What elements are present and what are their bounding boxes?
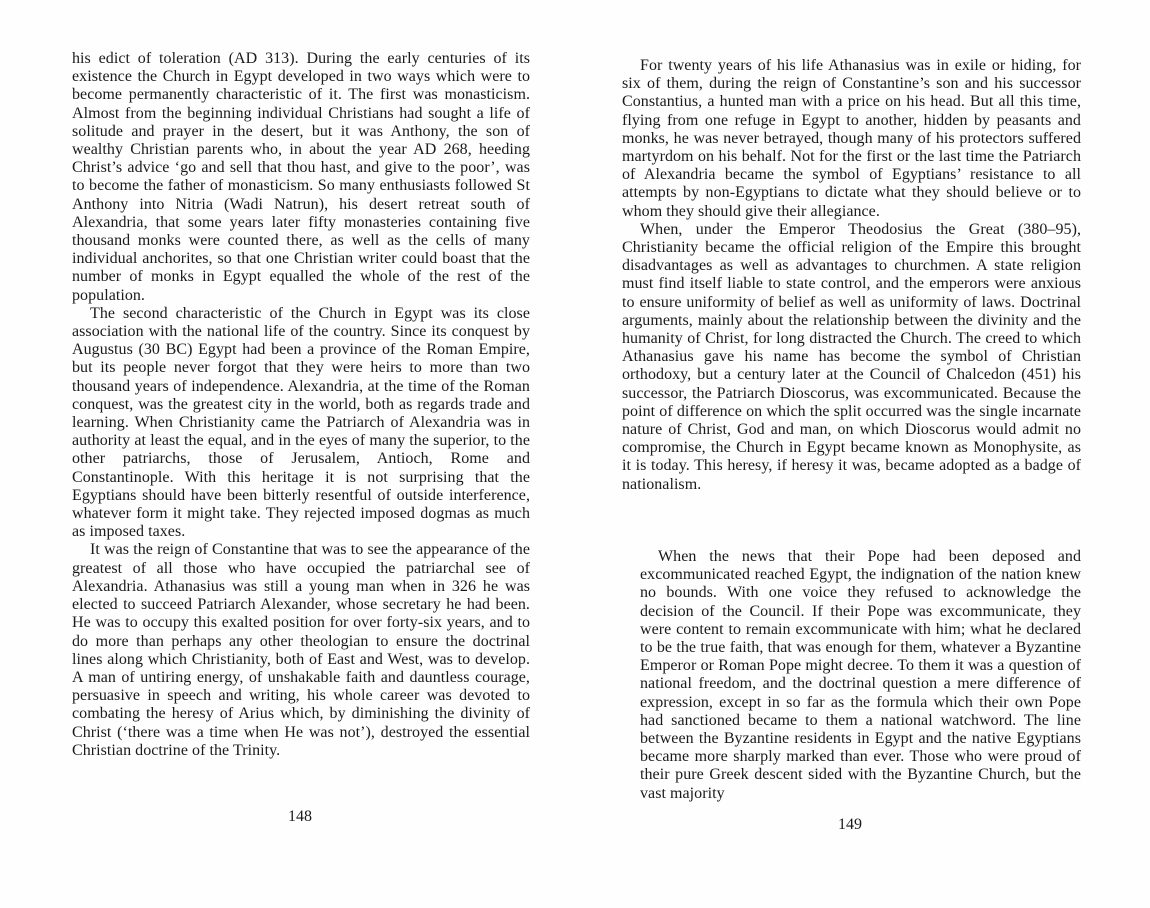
right-page-text [622, 57, 1081, 494]
paragraph: It was the reign of Constantine that was to see the appearance of the greatest of all those who have occupied the patriarchal see of Alexandria. Athanasius was still a young man when in 326 he was elected to succeed Patriarch Alexander, whose secretary he had been. He was to occupy this exalted position for over forty-six years, and to do more than perhaps any other theologian to ensure the doctrinal lines along which Christianity, both of East and West, was to develop. A man of untiring energy, of unshakable faith and dauntless courage, persuasive in speech and writing, his whole career was devoted to combating the heresy of Arius which, by diminishing the divinity of Christ (‘there was a time when He was not’), destroyed the essential Christian doctrine of the Trinity. [72, 541, 530, 759]
right-page-inserted-block [640, 548, 1081, 803]
page-number-right: 149 [838, 816, 862, 833]
paragraph: For twenty years of his life Athanasius was in exile or hiding, for six of them, during the reign of Constantine’s son and his successor Constantius, a hunted man with a price on his head. But all this time, flying from one refuge in Egypt to another, hidden by peasants and monks, he was never betrayed, though many of his protectors suffered martyrdom on his behalf. Not for the first or the last time the Patriarch of Alexandria became the symbol of Egyptians’ resistance to all attempts by non-Egyptians to dictate what they should believe or to whom they should give their allegiance. [622, 57, 1081, 220]
paragraph: The second characteristic of the Church in Egypt was its close association with the national life of the country. Since its conquest by Augustus (30 BC) Egypt had been a province of the Roman Empire, but its people never forgot that they were heirs to more than two thousand years of independence. Alexandria, at the time of the Roman conquest, was the greatest city in the world, both as regards trade and learning. When Christianity came the Patriarch of Alexandria was in authority at least the equal, and in the eyes of many the superior, to the other patriarchs, those of Jerusalem, Antioch, Rome and Constantinople. With this heritage it is not surprising that the Egyptians should have been bitterly resentful of outside interference, whatever form it might take. They rejected imposed dogmas as much as imposed taxes. [72, 304, 530, 541]
left-page-text [72, 50, 530, 760]
page-number-left: 148 [288, 808, 312, 825]
paragraph: his edict of toleration (AD 313). During the early centuries of its existence the Church in Egypt developed in two ways which were to become permanently characteristic of it. The first was monasticism. Almost from the beginning individual Christians had sought a life of solitude and prayer in the desert, but it was Anthony, the son of wealthy Christian parents who, in about the year AD 268, heeding Christ’s advice ‘go and sell that thou hast, and give to the poor’, was to become the father of monasticism. So many enthusiasts followed St Anthony into Nitria (Wadi Natrun), his desert retreat south of Alexandria, that some years later fifty monasteries containing five thousand monks were counted there, as well as the cells of many individual anchorites, so that one Christian writer could boast that the number of monks in Egypt equalled the whole of the rest of the population. [72, 50, 530, 304]
paragraph: When, under the Emperor Theodosius the Great (380–95), Christianity became the official religion of the Empire this brought disadvantages as well as advantages to churchmen. A state religion must find itself liable to state control, and the emperors were anxious to ensure uniformity of belief as well as uniformity of laws. Doctrinal arguments, mainly about the relationship between the divinity and the humanity of Christ, for long distracted the Church. The creed to which Athanasius gave his name has become the symbol of Christian orthodoxy, but a century later at the Council of Chalcedon (451) his successor, the Patriarch Dioscorus, was excommunicated. Because the point of difference on which the split occurred was the single incarnate nature of Christ, God and man, on which Dioscorus would admit no compromise, the Church in Egypt became known as Monophysite, as it is today. This heresy, if heresy it was, became adopted as a badge of nationalism. [622, 220, 1081, 493]
paragraph: When the news that their Pope had been deposed and excommunicated reached Egypt, the indignation of the nation knew no bounds. With one voice they refused to acknowledge the decision of the Council. If their Pope was excommunicate, they were content to remain excommunicate with him; what he declared to be the true faith, that was enough for them, whatever a Byzantine Emperor or Roman Pope might decree. To them it was a question of national freedom, and the doctrinal question a mere difference of expression, except in so far as the formula which their own Pope had sanctioned became to them a national watchword. The line between the Byzantine residents in Egypt and the native Egyptians became more sharply marked than ever. Those who were proud of their pure Greek descent sided with the Byzantine Church, but the vast majority [640, 548, 1081, 802]
